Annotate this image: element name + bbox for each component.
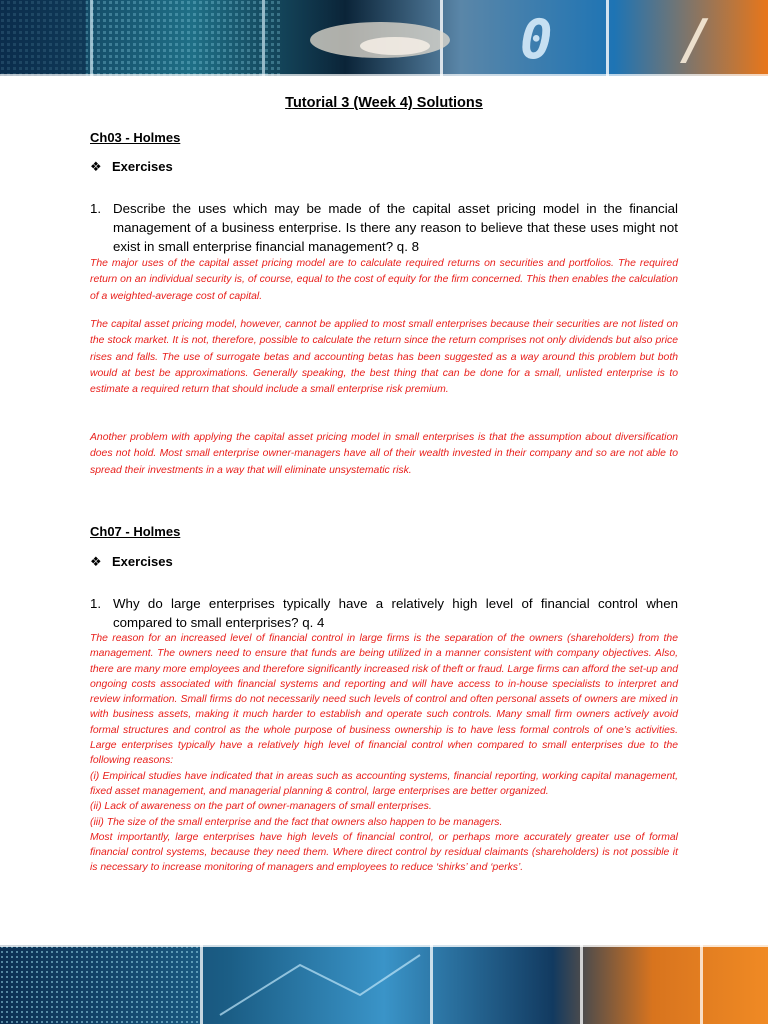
chapter-heading-ch07: Ch07 - Holmes bbox=[90, 524, 181, 539]
footer-banner bbox=[0, 945, 768, 1024]
diamond-bullet-icon: ❖ bbox=[90, 159, 102, 174]
header-banner-graphic bbox=[0, 0, 768, 76]
answer-reason-item: (i) Empirical studies have indicated that in areas such as accounting systems, financial reporting, working capital management, fixed asset management, and managerial planning & control, large enterprises are better organized. bbox=[90, 770, 678, 797]
exercises-label: Exercises bbox=[112, 159, 173, 174]
exercises-heading bbox=[90, 159, 173, 175]
document-title: Tutorial 3 (Week 4) Solutions bbox=[285, 95, 483, 111]
footer-banner-graphic bbox=[0, 945, 768, 1024]
chapter-heading-ch03: Ch03 - Holmes bbox=[90, 130, 181, 145]
exercises-label: Exercises bbox=[112, 554, 173, 569]
question-text: Why do large enterprises typically have a relatively high level of financial control when compared to small enterprises? q. 4 bbox=[113, 596, 678, 630]
diamond-bullet-icon: ❖ bbox=[90, 554, 102, 569]
answer-paragraph: The capital asset pricing model, however, cannot be applied to most small enterprises because their securities are not listed on the stock market. It is not, therefore, possible to calculate the return since the return comprises not only dividends but also price rises and falls. The use of surrogate betas and accounting betas has been suggested as a way around this problem but both would at best be approximations. Generally speaking, the best thing that can be done for a small, unlisted enterprise is to estimate a required return that should include a small enterprise risk premium. bbox=[90, 319, 678, 396]
svg-text:/: / bbox=[680, 8, 713, 71]
answer-reason-item: (iii) The size of the small enterprise and the fact that owners also happen to be managers. bbox=[90, 816, 503, 828]
question-number: 1. bbox=[90, 201, 102, 216]
exercises-heading bbox=[90, 554, 173, 570]
answer-paragraph: Another problem with applying the capital asset pricing model in small enterprises is that the assumption about diversification does not hold. Most small enterprise owner-managers have all of their wealth invested in their company and so are not able to spread their investments in a way that will eliminate unsystematic risk. bbox=[90, 432, 678, 476]
question-number: 1. bbox=[90, 596, 102, 611]
header-banner bbox=[0, 0, 768, 76]
answer-paragraph: Most importantly, large enterprises have high levels of financial control, or perhaps more accurately greater use of formal financial control systems, because they need them. Where direct control by residual claimants (shareholders) is not possible it is necessary to increase monitoring of managers and employees to reduce ‘shirks’ and ‘perks’. bbox=[90, 831, 678, 874]
answer-reason-item: (ii) Lack of awareness on the part of owner-managers of small enterprises. bbox=[90, 801, 432, 813]
svg-text:0: 0 bbox=[520, 8, 553, 71]
question-item bbox=[90, 594, 678, 632]
answer-paragraph: The major uses of the capital asset pricing model are to calculate required returns on securities and portfolios. The required return on an individual security is, of course, equal to the cost of equity for the firm concerned. This then enables the calculation of a weighted-average cost of capital. bbox=[90, 258, 678, 302]
answer-paragraph: The reason for an increased level of financial control in large firms is the separation of the owners (shareholders) from the management. The owners need to ensure that funds are being utilized in a manner consistent with company objectives. Also, there are many more employees and therefore significantly increased risk of theft or fraud. Large firms can afford the set-up and ongoing costs associated with financial systems and reporting and will have access to in-house specialists to interpret and review information. Small firms do not necessarily need such levels of control and often personal assets of owners are mixed in with business assets, making it much harder to establish and operate such controls. Many small firm owners actively avoid formal structures and control as the whole purpose of business ownership is to have less formal controls of one’s activities. Large enterprises typically have a relatively high level of financial control when compared to small enterprises due to the following reasons: bbox=[90, 633, 678, 767]
question-text: Describe the uses which may be made of the capital asset pricing model in the financial management of a business enterprise. Is there any reason to believe that these uses might not exist in small enterprise financial management? q. 8 bbox=[113, 201, 678, 254]
answer-block bbox=[90, 631, 678, 876]
question-item bbox=[90, 199, 678, 256]
